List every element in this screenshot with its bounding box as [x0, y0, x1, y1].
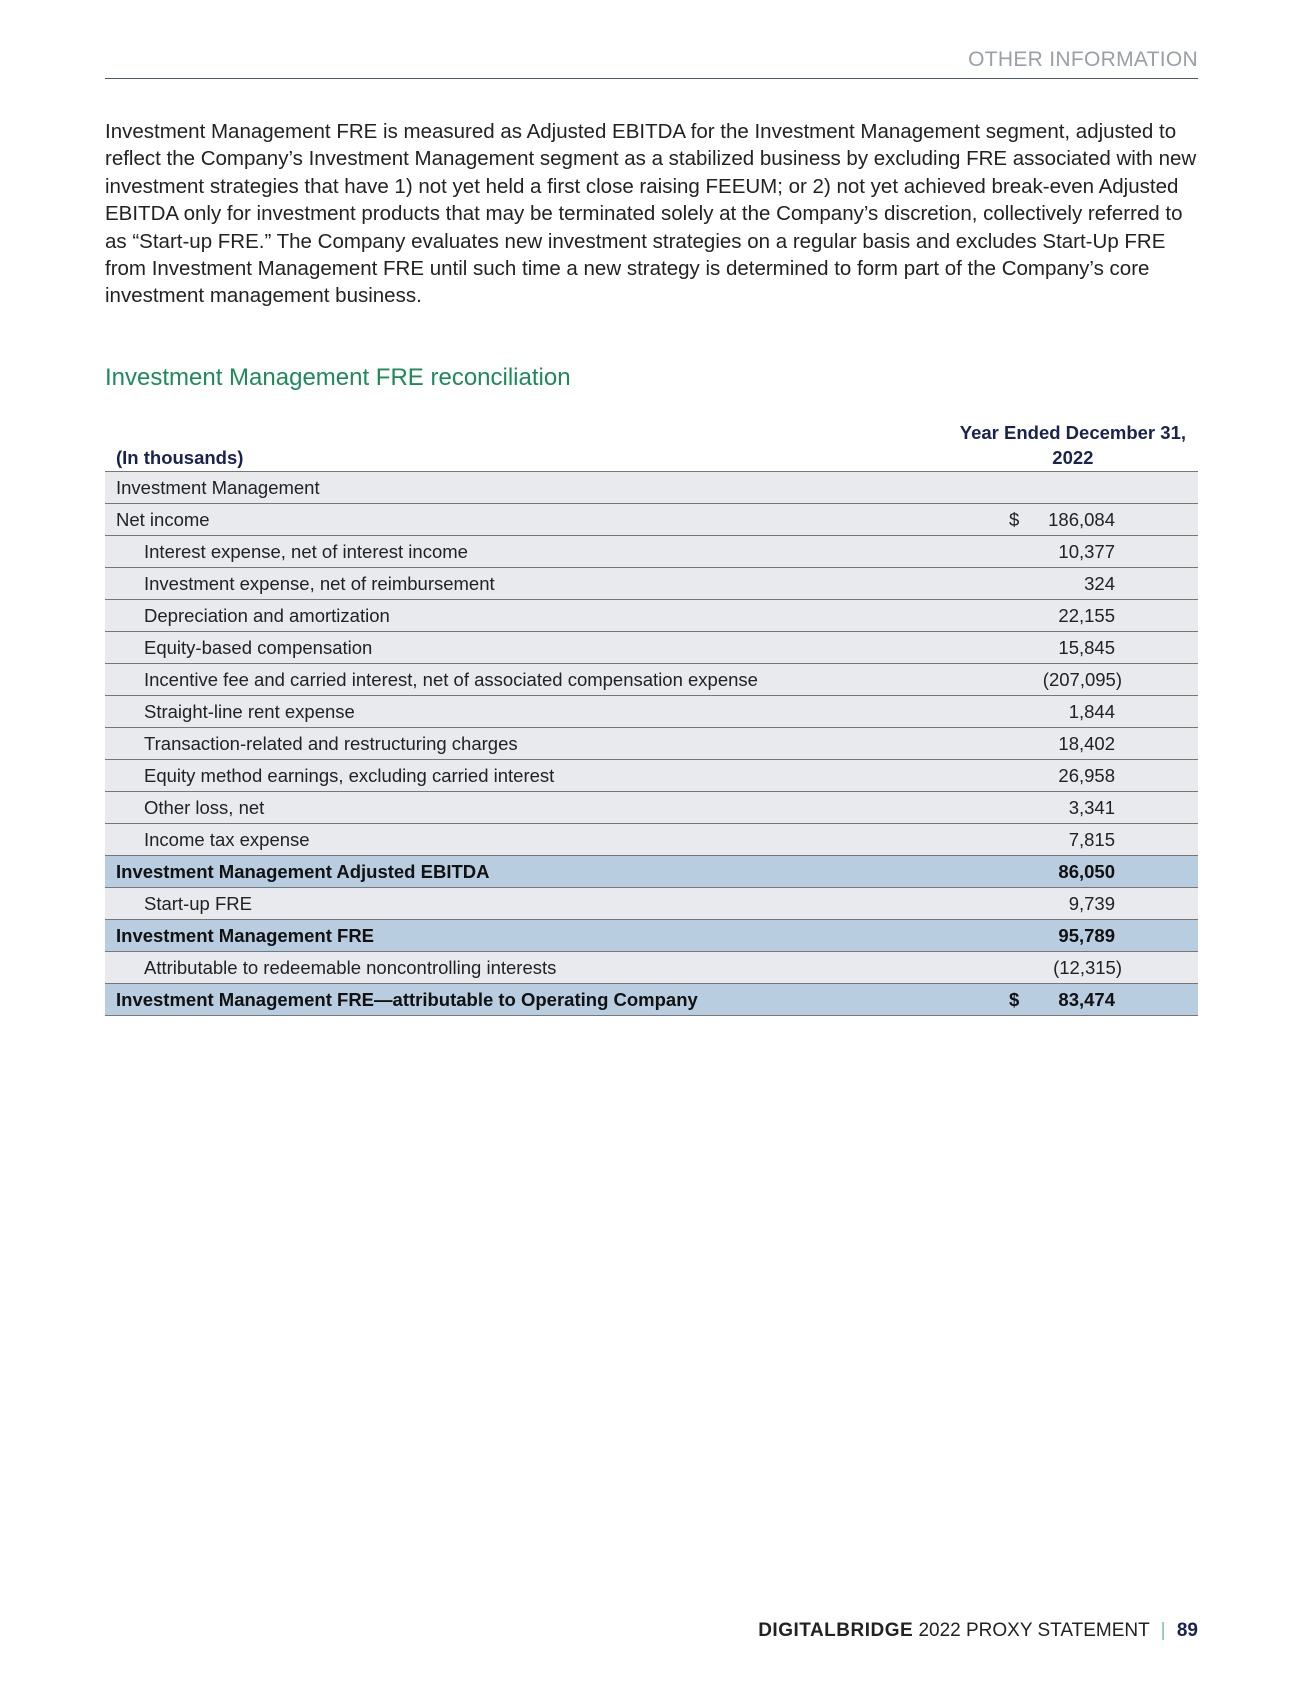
footer-brand: DIGITALBRIDGE: [758, 1620, 914, 1641]
table-row: [105, 535, 1198, 567]
header-rule: [105, 78, 1198, 79]
table-row: [105, 823, 1198, 855]
page-number: 89: [1176, 1620, 1198, 1641]
row-label: Equity method earnings, excluding carried interest: [144, 765, 555, 786]
row-value: 324: [1084, 573, 1115, 594]
table-row: [105, 471, 1198, 503]
row-value: 10,377: [1058, 541, 1115, 562]
table-row: [105, 759, 1198, 791]
row-value: 9,739: [1068, 893, 1115, 914]
row-value: 7,815: [1068, 829, 1115, 850]
year-header-line2: 2022: [1052, 447, 1094, 468]
table-row: [105, 855, 1198, 887]
table-row: [105, 599, 1198, 631]
year-column-header: [960, 420, 1186, 470]
year-header-line1: Year Ended December 31,: [959, 422, 1186, 443]
row-label: Investment Management: [116, 477, 320, 498]
table-header: [105, 418, 1198, 471]
footer-separator: |: [1160, 1620, 1166, 1641]
row-value: 83,474: [1058, 989, 1115, 1010]
row-value: (12,315): [1053, 957, 1122, 978]
row-label: Investment expense, net of reimbursement: [144, 573, 495, 594]
row-label: Equity-based compensation: [144, 637, 373, 658]
row-label: Depreciation and amortization: [144, 605, 390, 626]
row-label: Interest expense, net of interest income: [144, 541, 468, 562]
row-value: 26,958: [1058, 765, 1115, 786]
table-row: [105, 951, 1198, 983]
section-title: Investment Management FRE reconciliation: [105, 364, 571, 391]
table-row: [105, 887, 1198, 919]
currency-symbol: $: [1009, 989, 1020, 1010]
row-value: (207,095): [1042, 669, 1122, 690]
row-value: 1,844: [1068, 701, 1115, 722]
row-label: Investment Management Adjusted EBITDA: [116, 861, 490, 882]
row-label: Investment Management FRE—attributable to Operating Company: [116, 989, 698, 1010]
units-label: (In thousands): [116, 447, 244, 468]
footer-title: 2022 PROXY STATEMENT: [918, 1620, 1150, 1641]
section-header: OTHER INFORMATION: [968, 48, 1198, 71]
row-value: 15,845: [1058, 637, 1115, 658]
reconciliation-table: [105, 418, 1198, 1016]
page-footer: [758, 1620, 1198, 1642]
table-row: [105, 503, 1198, 535]
row-label: Straight-line rent expense: [144, 701, 355, 722]
table-row: [105, 791, 1198, 823]
row-label: Start-up FRE: [144, 893, 252, 914]
body-paragraph: Investment Management FRE is measured as Adjusted EBITDA for the Investment Management segment, adjusted to reflect the Company’s Investment Management segment as a stabilized business by excluding FRE associated with new investment strategies that have 1) not yet held a first close raising FEEUM; or 2) not yet achieved break-even Adjusted EBITDA only for investment products that may be terminated solely at the Company’s discretion, collectively referred to as “Start-up FRE.” The Company evaluates new investment strategies on a regular basis and excludes Start-Up FRE from Investment Management FRE until such time a new strategy is determined to form part of the Company’s core investment management business.: [105, 120, 1197, 308]
table-row: [105, 567, 1198, 599]
row-label: Transaction-related and restructuring charges: [144, 733, 518, 754]
row-value: 86,050: [1058, 861, 1115, 882]
currency-symbol: $: [1009, 509, 1020, 530]
table-row: [105, 727, 1198, 759]
row-value: 22,155: [1058, 605, 1115, 626]
row-label: Investment Management FRE: [116, 925, 375, 946]
row-label: Income tax expense: [144, 829, 310, 850]
row-value: 18,402: [1058, 733, 1115, 754]
table-row: [105, 695, 1198, 727]
table-row: [105, 983, 1198, 1016]
row-value: 95,789: [1058, 925, 1115, 946]
row-label: Net income: [116, 509, 210, 530]
table-row: [105, 919, 1198, 951]
row-label: Incentive fee and carried interest, net of associated compensation expense: [144, 669, 758, 690]
table-row: [105, 663, 1198, 695]
row-label: Attributable to redeemable noncontrolling interests: [144, 957, 557, 978]
row-value: 3,341: [1068, 797, 1115, 818]
table-row: [105, 631, 1198, 663]
row-value: 186,084: [1048, 509, 1115, 530]
row-label: Other loss, net: [144, 797, 265, 818]
